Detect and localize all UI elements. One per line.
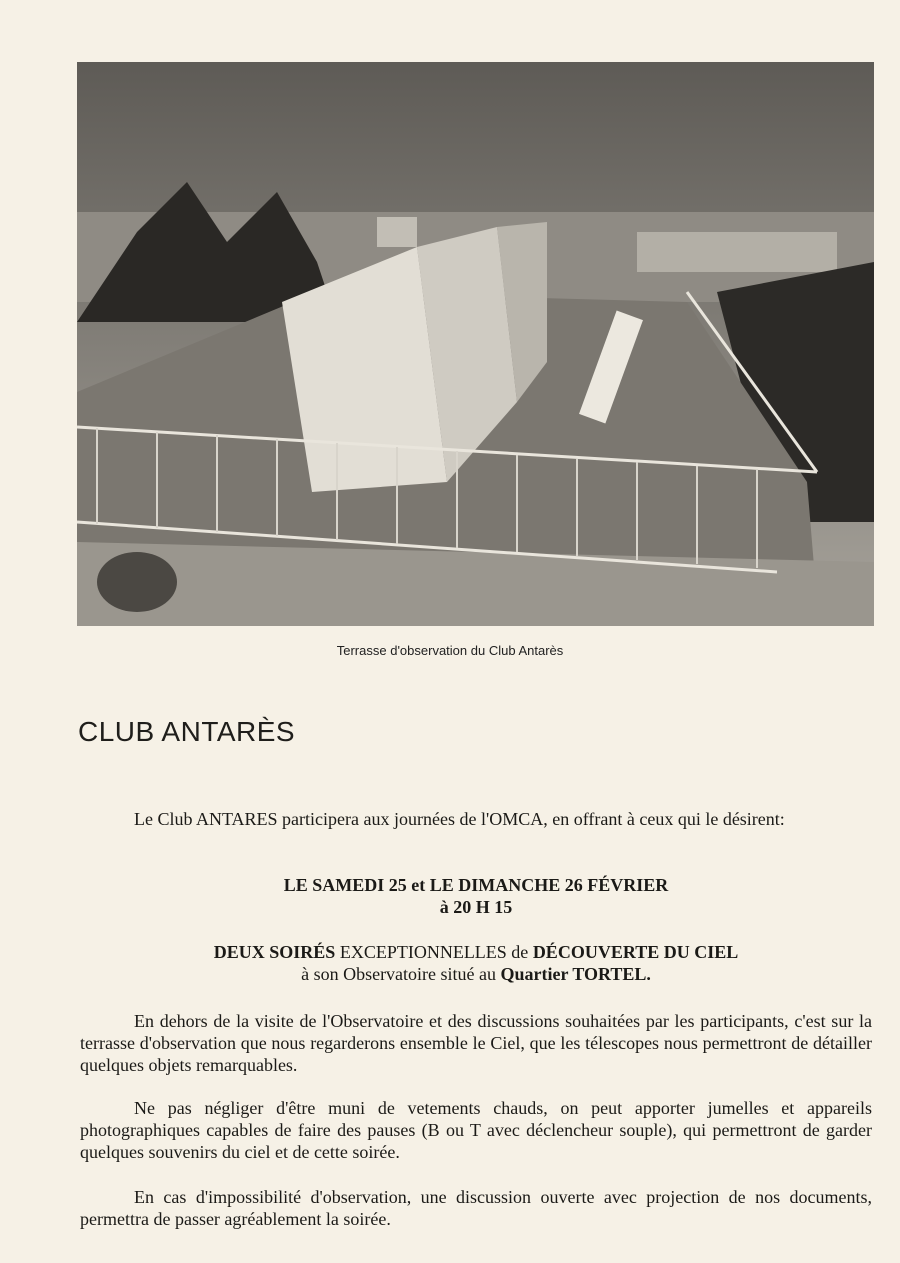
paragraph-visit: En dehors de la visite de l'Observatoire et des discussions souhaitées par les participants, c'est sur la terrasse d'observation que nous regarderons ensemble le Ciel, que les télescopes nous permettront de détailler quelques objets remarquables. bbox=[80, 1011, 872, 1075]
event-location-line bbox=[80, 963, 872, 985]
event-title-line bbox=[80, 941, 872, 963]
event-description bbox=[80, 941, 872, 985]
intro-paragraph: Le Club ANTARES participera aux journées de l'OMCA, en offrant à ceux qui le désirent: bbox=[134, 809, 785, 829]
event-title-normal: EXCEPTIONNELLES de bbox=[335, 942, 533, 962]
paragraph-fallback: En cas d'impossibilité d'observation, une discussion ouverte avec projection de nos documents, permettra de passer agréablement la soirée. bbox=[80, 1187, 872, 1229]
event-location-bold: Quartier TORTEL. bbox=[500, 964, 651, 984]
terrace-photo bbox=[77, 62, 874, 626]
event-date-line1: LE SAMEDI 25 et LE DIMANCHE 26 FÉVRIER bbox=[283, 875, 669, 895]
photo-caption: Terrasse d'observation du Club Antarès bbox=[336, 643, 564, 658]
terrace-photo-drawing bbox=[77, 62, 874, 626]
event-title-bold1: DEUX SOIRÉS bbox=[213, 942, 336, 962]
section-heading: CLUB ANTARÈS bbox=[78, 716, 296, 747]
paragraph-equipment: Ne pas négliger d'être muni de vetements chauds, on peut apporter jumelles et appareils photographiques capables de faire des pauses (B ou T avec déclencheur souple), qui permettront de garder quelques souvenirs du ciel et de cette soirée. bbox=[80, 1098, 872, 1162]
event-location-normal: à son Observatoire situé au bbox=[301, 964, 501, 984]
event-date bbox=[80, 874, 872, 918]
event-title-bold2: DÉCOUVERTE DU CIEL bbox=[532, 942, 739, 962]
event-time-line: à 20 H 15 bbox=[439, 897, 513, 917]
